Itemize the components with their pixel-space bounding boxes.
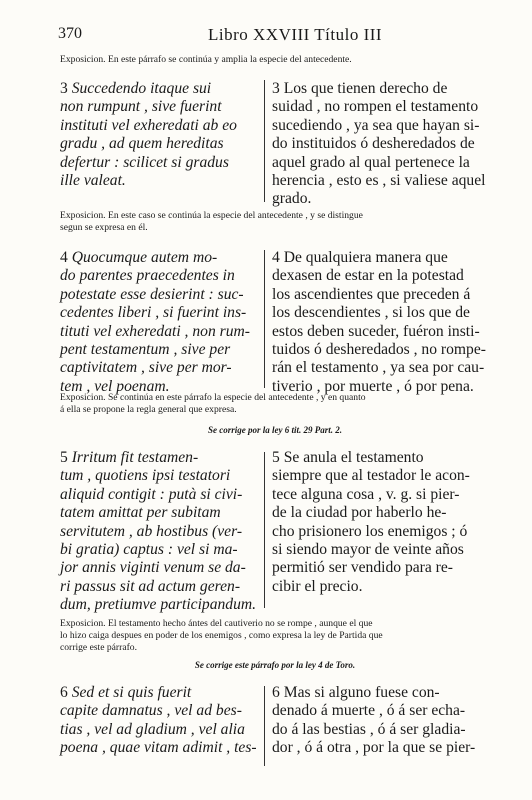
spanish-line: tece alguna cosa , v. g. si pier- [272,485,460,503]
latin-line: tias , vel ad gladium , vel alia [60,720,245,738]
latin-column-6 [60,684,260,758]
column-divider [264,686,265,766]
spanish-line: 5 Se anula el testamento [272,449,424,466]
paragraph-number: 4 [272,249,280,266]
page-number: 370 [58,25,82,42]
latin-line: 6 Sed et si quis fuerit [60,684,192,701]
spanish-line: tuidos ó desheredados , no rompe- [272,341,486,359]
exposition-line: lo hizo caiga despues en poder de los enemigos , como expresa la ley de Partida que [60,629,383,641]
spanish-line: 6 Mas si alguno fuese con- [272,684,440,701]
paragraph-number: 3 [272,80,280,97]
paragraph-number: 4 [60,249,68,266]
spanish-line: cibir el precio. [272,577,363,595]
spanish-column-6 [272,684,490,758]
latin-column-4 [60,249,260,396]
latin-line: bi gratia) captus : vel si ma- [60,541,238,559]
spanish-line: do instituidos ó desheredados de [272,135,475,153]
latin-line: ille valeat. [60,172,126,190]
spanish-line: los ascendientes que preceden á [272,285,471,303]
spanish-line: siempre que al testador le acon- [272,467,470,485]
spanish-line: 4 De qualquiera manera que [272,249,448,266]
spanish-column-3 [272,80,490,209]
spanish-line: do á las bestias , ó á ser gladia- [272,720,466,738]
spanish-line: aquel grado al qual pertenece la [272,153,470,171]
latin-line: 3 Succedendo itaque sui [60,80,212,97]
spanish-line: sucediendo , ya sea que hayan si- [272,116,480,134]
paragraph-number: 3 [60,80,68,97]
latin-line: aliquid contigit : putà si civi- [60,485,243,503]
exposition-5 [60,392,490,416]
latin-line: captivitatem , sive per mor- [60,359,232,377]
spanish-line: estos deben suceder, fuéron insti- [272,322,480,340]
spanish-line: rán el testamento , ya sea por cau- [272,359,485,377]
latin-column-3 [60,80,260,190]
column-divider [264,250,265,388]
spanish-line: dexasen de estar en la potestad [272,267,464,285]
latin-line: pent testamentum , sive per [60,341,231,359]
latin-line: servitutem , ab hostibus (ver- [60,522,243,540]
latin-line: non rumpunt , sive fuerint [60,98,222,116]
latin-line: gradu , ad quem hereditas [60,135,224,153]
spanish-line: tiverio , por muerte , ó por pena. [272,377,474,395]
spanish-line: permitió ser vendido para re- [272,559,453,577]
latin-line: potestate esse desierint : suc- [60,285,244,303]
exposition-line: Exposicion. El testamento hecho ántes del cautiverio no se rompe , aunque el que [60,618,373,629]
paragraph-number: 6 [272,684,280,701]
latin-line: cedentes liberi , si fuerint ins- [60,304,247,322]
latin-line: tatem amittat per subitam [60,504,221,522]
spanish-column-5 [272,449,490,596]
latin-line: 5 Irritum fit testamen- [60,449,199,466]
exposition-4 [60,210,490,234]
spanish-line: de la ciudad por haberlo he- [272,504,447,522]
paragraph-number: 5 [60,449,68,466]
latin-line: do parentes praecedentes in [60,267,235,285]
running-title: Libro XXVIII Título III [208,25,383,44]
spanish-line: 3 Los que tienen derecho de [272,80,448,97]
latin-line: dum, pretiumve participandum. [60,596,257,614]
latin-line: ri passus sit ad actum geren- [60,577,241,595]
correction-note-6: Se corrige este párrafo por la ley 4 de Toro. [194,660,356,670]
spanish-line: suidad , no rompen el testamento [272,98,479,116]
spanish-line: grado. [272,190,312,208]
spanish-line: denado á muerte , ó á ser echa- [272,702,466,720]
column-divider [264,80,265,202]
spanish-line: los descendientes , si los que de [272,304,470,322]
paragraph-number: 5 [272,449,280,466]
latin-line: defertur : scilicet si gradus [60,153,229,171]
page-header [58,25,502,49]
latin-line: tem , vel poenam. [60,377,170,395]
exposition-6 [60,618,490,653]
column-divider [264,452,265,608]
exposition-line: corrige este párrafo. [60,641,137,653]
spanish-line: herencia , esto es , si valiese aquel [272,172,486,190]
exposition-line: segun se expresa en él. [60,221,148,233]
correction-note-5: Se corrige por la ley 6 tit. 29 Part. 2. [208,425,342,435]
latin-line: 4 Quocumque autem mo- [60,249,218,266]
latin-column-5 [60,449,260,615]
latin-line: tum , quotiens ipsi testatori [60,467,231,485]
spanish-column-4 [272,249,490,396]
paragraph-number: 6 [60,684,68,701]
latin-line: jor annis viginti venum se da- [60,559,246,577]
spanish-line: cho prisionero los enemigos ; ó [272,522,468,540]
latin-line: capite damnatus , vel ad bes- [60,702,242,720]
spanish-line: dor , ó á otra , por la que se pier- [272,739,476,757]
latin-line: poena , quae vitam adimit , tes- [60,739,257,757]
exposition-line: Exposicion. Se continúa en este párrafo la especie del antecedente , y en quanto [60,392,366,403]
exposition-line: Exposicion. En este párrafo se continúa y amplia la especie del antecedente. [60,54,352,65]
exposition-line: á ella se propone la regla general que expresa. [60,403,237,415]
spanish-line: si siendo mayor de veinte años [272,541,464,559]
latin-line: instituti vel exheredati ab eo [60,116,237,134]
exposition-3 [60,54,490,66]
exposition-line: Exposicion. En este caso se continúa la especie del antecedente , y se distingue [60,210,363,221]
latin-line: tituti vel exheredati , non rum- [60,322,250,340]
